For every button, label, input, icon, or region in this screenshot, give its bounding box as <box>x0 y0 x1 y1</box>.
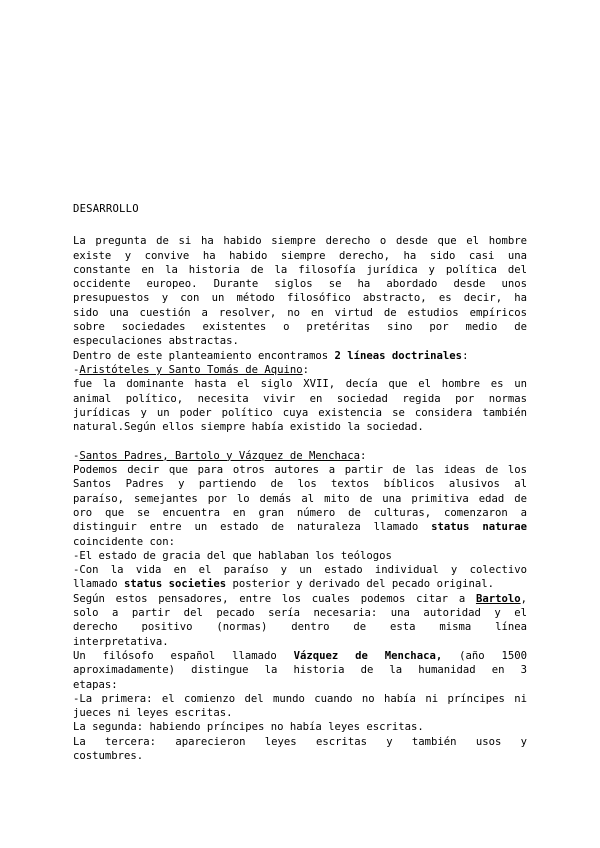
text-line: jurídicas y un poder político cuya existencia se considera también <box>73 406 527 419</box>
text-run: Dentro de este planteamiento encontramos <box>73 349 335 362</box>
underlined-title: Santos Padres, Bartolo y Vázquez de Menchaca <box>79 449 361 462</box>
text-run: Según estos pensadores, entre los cuales podemos citar a <box>73 592 476 605</box>
text-run: distinguir entre un estado de naturaleza llamado <box>73 521 432 534</box>
text-line: jueces ni leyes escritas. <box>73 707 233 720</box>
bold-text: status societies <box>124 578 227 591</box>
text-line: paraíso, semejantes por lo demás al mito de una primitiva edad de <box>73 492 527 505</box>
text-line: sido una cuestión a resolver, no en virtud de estudios empíricos <box>73 306 527 319</box>
text-run: llamado <box>73 578 125 591</box>
text-line: -El estado de gracia del que hablaban los teólogos <box>73 549 392 562</box>
colon: : <box>360 449 367 462</box>
text-line: especulaciones abstractas. <box>73 335 239 348</box>
section-heading: DESARROLLO <box>73 203 139 215</box>
text-line: solo a partir del pecado sería necesaria: una autoridad y el <box>73 607 527 620</box>
bold-text: status naturae <box>431 521 527 534</box>
section-title-line <box>73 449 527 463</box>
dash: - <box>73 449 80 462</box>
doctrines-intro <box>73 349 527 363</box>
text-run: Un filósofo español llamado <box>73 649 294 662</box>
text-line: -La primera: el comienzo del mundo cuando no había ni príncipes ni <box>73 692 527 705</box>
text-line: La segunda: habiendo príncipes no había leyes escritas. <box>73 721 424 734</box>
text-line: animal político, necesita vivir en sociedad regida por normas <box>73 392 527 405</box>
text-line: costumbres. <box>73 749 144 762</box>
colon: : <box>302 363 310 376</box>
text-line: -Con la vida en el paraíso y un estado individual y colectivo <box>73 564 527 577</box>
text-line: natural.Según ellos siempre había existido la sociedad. <box>73 421 424 434</box>
text-line: oro que se encuentra en gran número de culturas, comenzaron a <box>73 506 527 519</box>
dash: - <box>73 363 80 376</box>
text-line: sobre sociedades existentes o pretéritas sino por medio de <box>73 321 527 334</box>
text-line: etapas: <box>73 678 118 691</box>
intro-paragraph <box>73 234 527 348</box>
bold-underlined-name: Bartolo <box>475 592 521 605</box>
bold-text: Vázquez de Menchaca, <box>293 649 443 662</box>
text-line: interpretativa. <box>73 635 169 648</box>
section-title-line <box>73 363 527 377</box>
text-line: occidente europeo. Durante siglos se ha abordado desde unos <box>73 278 527 291</box>
text-line: constante en la historia de la filosofía jurídica y política del <box>73 263 527 276</box>
text-run: posterior y derivado del pecado original. <box>226 578 494 591</box>
text-line <box>73 577 527 591</box>
text-line <box>73 520 527 534</box>
text-line: La pregunta de si ha habido siempre derecho o desde que el hombre <box>73 235 527 248</box>
section-aristoteles <box>73 363 527 434</box>
underlined-title: Aristóteles y Santo Tomás de Aquino <box>79 363 303 376</box>
text-run: : <box>462 349 469 362</box>
text-run: , <box>520 592 527 605</box>
blank-line <box>73 434 527 448</box>
text-line: fue la dominante hasta el siglo XVII, decía que el hombre es un <box>73 378 527 391</box>
text-line: existe y convive ha habido siempre derecho, ha sido casi una <box>73 249 527 262</box>
text-line: La tercera: aparecieron leyes escritas y también usos y <box>73 735 527 748</box>
text-line: presupuestos y con un método filosófico abstracto, es decir, ha <box>73 292 527 305</box>
text-line: coincidente con: <box>73 535 176 548</box>
text-run: (año 1500 <box>442 649 527 662</box>
text-line: Santos Padres y partiendo de los textos bíblicos alusivos al <box>73 478 527 491</box>
text-line <box>73 592 527 606</box>
text-line: Podemos decir que para otros autores a partir de las ideas de los <box>73 464 527 477</box>
bold-text: 2 líneas doctrinales <box>334 349 463 362</box>
text-line: derecho positivo (normas) dentro de esta misma línea <box>73 621 527 634</box>
document-body <box>73 202 527 763</box>
text-line: aproximadamente) distingue la historia de la humanidad en 3 <box>73 664 527 677</box>
text-line <box>73 649 527 663</box>
section-santos-padres <box>73 449 527 764</box>
